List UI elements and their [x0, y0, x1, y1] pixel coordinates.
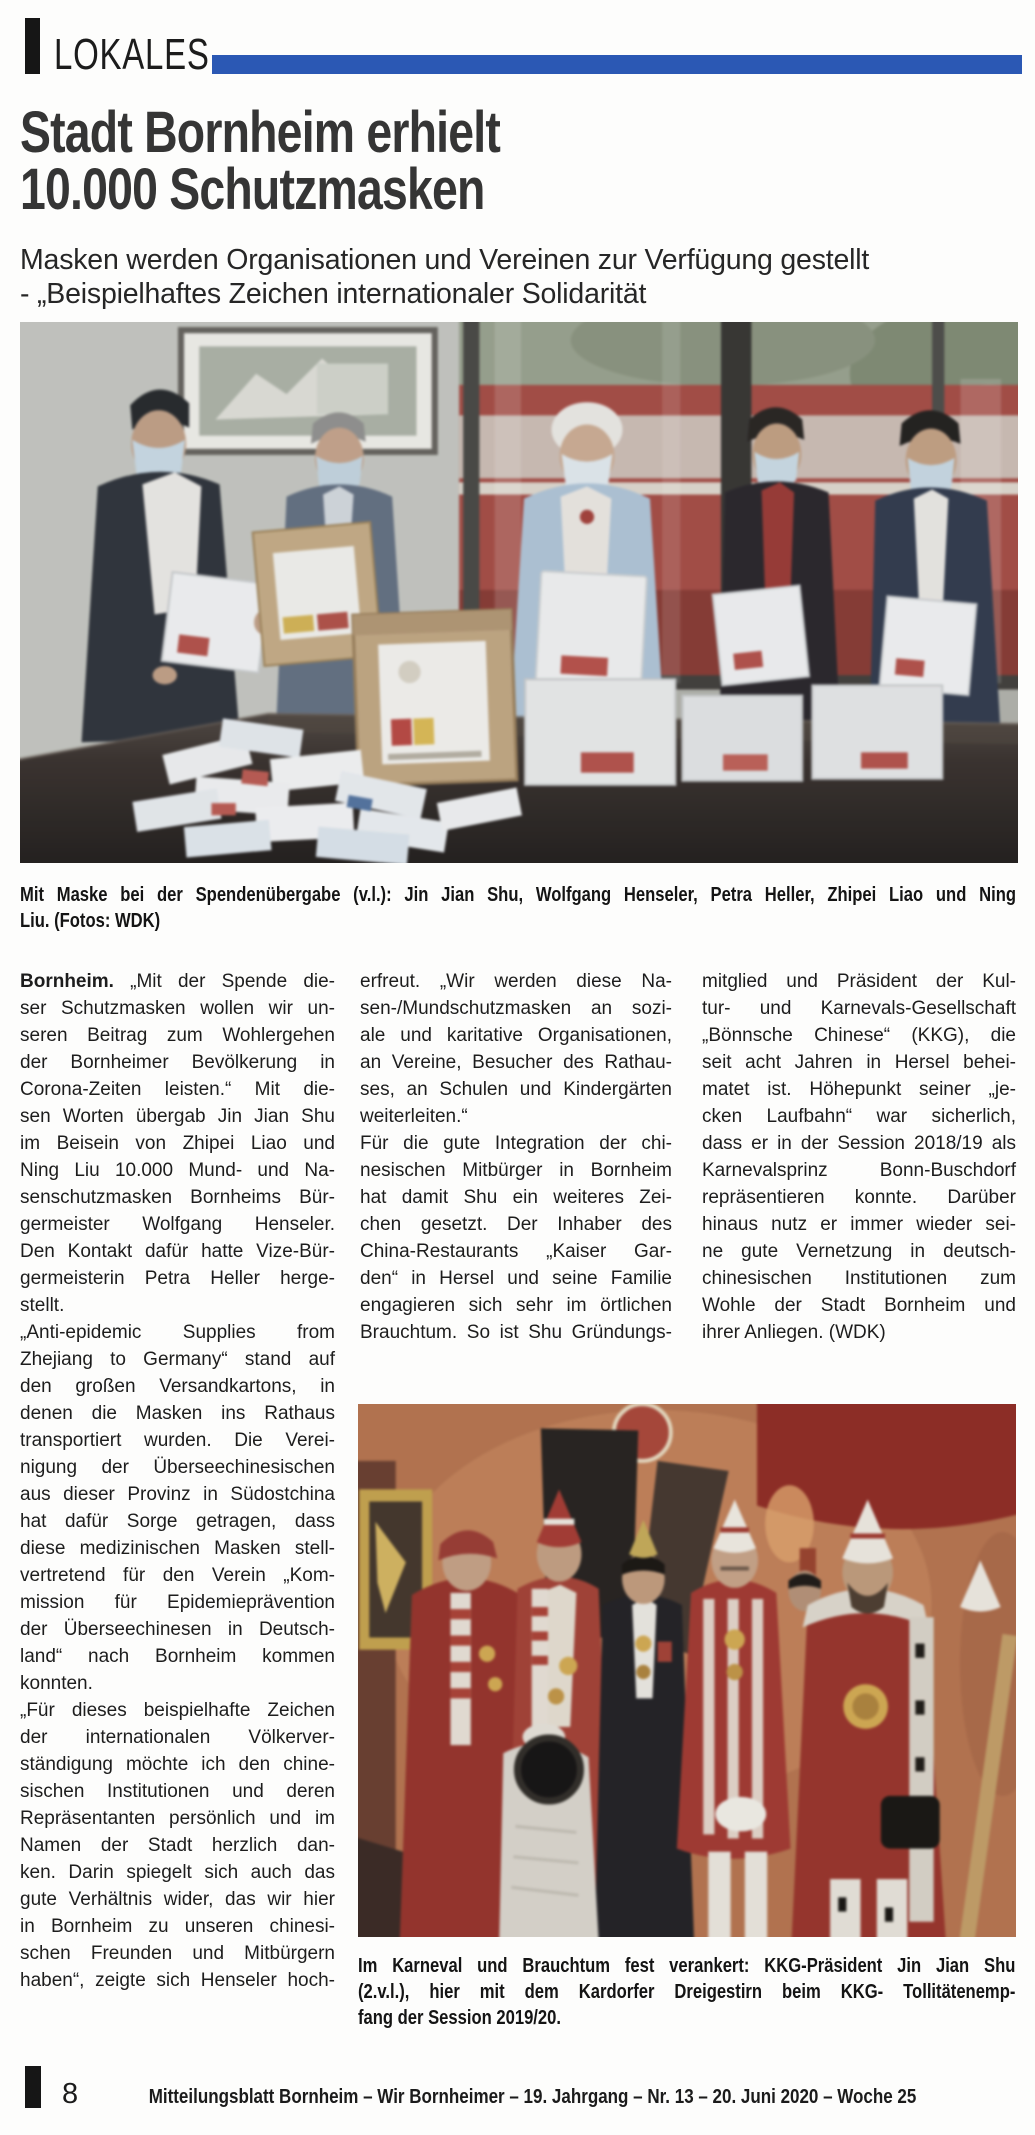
- text-line: Brauchtum. So ist Shu Gründungs-: [360, 1322, 672, 1343]
- text-line: Karnevalsprinz Bonn-Buschdorf: [702, 1160, 1016, 1181]
- text-line: der internationalen Völkerver-: [20, 1727, 335, 1748]
- text-line: Für die gute Integration der chi-: [360, 1133, 672, 1154]
- text-line: gute Verhältnis wider, das wir hier: [20, 1889, 335, 1910]
- text-line: ken. Darin spiegelt sich auch das: [20, 1862, 335, 1883]
- text-line: senschutzmasken Bornheims Bür-: [20, 1187, 335, 1208]
- text-line: (2.v.l.), hier mit dem Kardorfer Dreigestirn beim KKG- Tollitätenemp-: [358, 1981, 1016, 2003]
- text-line: fang der Session 2019/20.: [358, 2007, 561, 2029]
- headline-line-2: 10.000 Schutzmasken: [20, 157, 485, 222]
- text-line: ser Schutzmasken wollen wir un-: [20, 998, 335, 1019]
- text-line: ständigung möchte ich den chine-: [20, 1754, 335, 1775]
- text-line: den großen Versandkartons, in: [20, 1376, 335, 1397]
- text-line: sischen Institutionen und deren: [20, 1781, 335, 1802]
- text-line: erfreut. „Wir werden diese Na-: [360, 971, 672, 992]
- text-line: an Vereine, Besucher des Rathau-: [360, 1052, 672, 1073]
- text-line: „Anti-epidemic Supplies from: [20, 1322, 335, 1343]
- text-line: haben“, zeigte sich Henseler hoch-: [20, 1970, 335, 1991]
- text-line: weiterleiten.“: [360, 1106, 468, 1127]
- text-line: tur- und Karnevals-Gesellschaft: [702, 998, 1016, 1019]
- text-line: ses, an Schulen und Kindergärten: [360, 1079, 672, 1100]
- text-line: cken Laufbahn“ war sicherlich,: [702, 1106, 1016, 1127]
- text-line: land“ nach Bornheim kommen: [20, 1646, 335, 1667]
- text-line: repräsentieren konnte. Darüber: [702, 1187, 1016, 1208]
- text-line: hat dafür Sorge getragen, dass: [20, 1511, 335, 1532]
- donation-photo-caption: [20, 882, 1016, 934]
- text-line: in Bornheim zu unseren chinesi-: [20, 1916, 335, 1937]
- footer-imprint: [30, 2086, 1035, 2109]
- text-line: dass er in der Session 2018/19 als: [702, 1133, 1016, 1154]
- headline: [20, 100, 596, 222]
- text-line: ne gute Vernetzung in deutsch-: [702, 1241, 1016, 1262]
- text-line: Ning Liu 10.000 Mund- und Na-: [20, 1160, 335, 1181]
- text-line: Liu. (Fotos: WDK): [20, 910, 161, 932]
- text-line: hat damit Shu ein weiteres Zei-: [360, 1187, 672, 1208]
- text-line: Den Kontakt dafür hatte Vize-Bür-: [20, 1241, 335, 1262]
- section-marker-bar: [25, 18, 40, 74]
- carnival-child-figure: [499, 1724, 598, 1937]
- text-line: „Für dieses beispielhafte Zeichen: [20, 1700, 335, 1721]
- donation-photo-illustration: [20, 322, 1018, 863]
- text-line: Repräsentanten persönlich und im: [20, 1808, 335, 1829]
- text-line: engagieren sich sehr im örtlichen: [360, 1295, 672, 1316]
- footer-imprint-text: Mitteilungsblatt Bornheim – Wir Bornheimer – 19. Jahrgang – Nr. 13 – 20. Juni 2020 – Woche 25: [148, 2086, 917, 2108]
- text-line: Corona-Zeiten leisten.“ Mit die-: [20, 1079, 335, 1100]
- text-line: sen-/Mundschutzmasken an sozi-: [360, 998, 672, 1019]
- article-column-1: [20, 968, 335, 1994]
- text-line: nesischen Mitbürger in Bornheim: [360, 1160, 672, 1181]
- text-line: chinesischen Institutionen zum: [702, 1268, 1016, 1289]
- donation-photo: [20, 322, 1018, 863]
- carnival-photo-caption: [358, 1953, 1015, 2031]
- text-line: Mit Maske bei der Spendenübergabe (v.l.): Jin Jian Shu, Wolfgang Henseler, Petra Heller, Zhipei Liao und Ning: [20, 884, 1016, 906]
- text-line: den“ in Hersel und seine Familie: [360, 1268, 672, 1289]
- text-line: der Bornheimer Bevölkerung in: [20, 1052, 335, 1073]
- text-line: germeister Wolfgang Henseler.: [20, 1214, 335, 1235]
- text-line: matet ist. Höhepunkt seiner „je-: [702, 1079, 1016, 1100]
- section-label-text: LOKALES: [54, 30, 210, 79]
- text-line: im Beisein von Zhipei Liao und: [20, 1133, 335, 1154]
- text-line: nigung der Überseechinesischen: [20, 1457, 335, 1478]
- text-line: hinaus nutz er immer wieder sei-: [702, 1214, 1016, 1235]
- carnival-photo-illustration: [358, 1404, 1016, 1937]
- text-line: Im Karneval und Brauchtum fest verankert: KKG-Präsident Jin Jian Shu: [358, 1955, 1016, 1977]
- text-line: Zhejiang to Germany“ stand auf: [20, 1349, 335, 1370]
- text-line: schen Freunden und Mitbürgern: [20, 1943, 335, 1964]
- article-column-3: [702, 968, 1016, 1346]
- text-line: denen die Masken ins Rathaus: [20, 1403, 335, 1424]
- subheadline: [20, 243, 1030, 311]
- text-line: germeisterin Petra Heller herge-: [20, 1268, 335, 1289]
- headline-line-1: Stadt Bornheim erhielt: [20, 100, 500, 165]
- text-line: mission für Epidemieprävention: [20, 1592, 335, 1613]
- text-line: Namen der Stadt herzlich dan-: [20, 1835, 335, 1856]
- text-line: transportiert wurden. Die Verei-: [20, 1430, 335, 1451]
- article-column-2: [360, 968, 672, 1346]
- text-line: „Bönnsche Chinese“ (KKG), die: [702, 1025, 1016, 1046]
- text-line: der Überseechinesen in Deutsch-: [20, 1619, 335, 1640]
- text-line: seit acht Jahren in Hersel behei-: [702, 1052, 1016, 1073]
- text-line: ihrer Anliegen. (WDK): [702, 1322, 886, 1343]
- text-line: ale und karitative Organisationen,: [360, 1025, 672, 1046]
- text-line: sen Worten übergab Jin Jian Shu: [20, 1106, 335, 1127]
- subheadline-line-2: - „Beispielhaftes Zeichen internationaler Solidarität: [20, 278, 647, 310]
- masthead-rule: [212, 55, 1022, 74]
- text-line: chen gesetzt. Der Inhaber des: [360, 1214, 672, 1235]
- text-line: konnten.: [20, 1673, 93, 1694]
- text-line: seren Beitrag zum Wohlergehen: [20, 1025, 335, 1046]
- text-line: China-Restaurants „Kaiser Gar-: [360, 1241, 672, 1262]
- text-line: mitglied und Präsident der Kul-: [702, 971, 1016, 992]
- text-line: Wohle der Stadt Bornheim und: [702, 1295, 1016, 1316]
- text-line: stellt.: [20, 1295, 65, 1316]
- text-line: aus dieser Provinz in Südostchina: [20, 1484, 335, 1505]
- carnival-photo: [358, 1404, 1016, 1937]
- text-line: vertretend für den Verein „Kom-: [20, 1565, 335, 1586]
- footer-page-number: 8: [62, 2078, 79, 2110]
- text-line: diese medizinischen Masken stell-: [20, 1538, 335, 1559]
- text-line: Bornheim. „Mit der Spende die-: [20, 971, 335, 992]
- subheadline-line-1: Masken werden Organisationen und Vereinen zur Verfügung gestellt: [20, 244, 870, 276]
- shipping-carton: [353, 610, 517, 786]
